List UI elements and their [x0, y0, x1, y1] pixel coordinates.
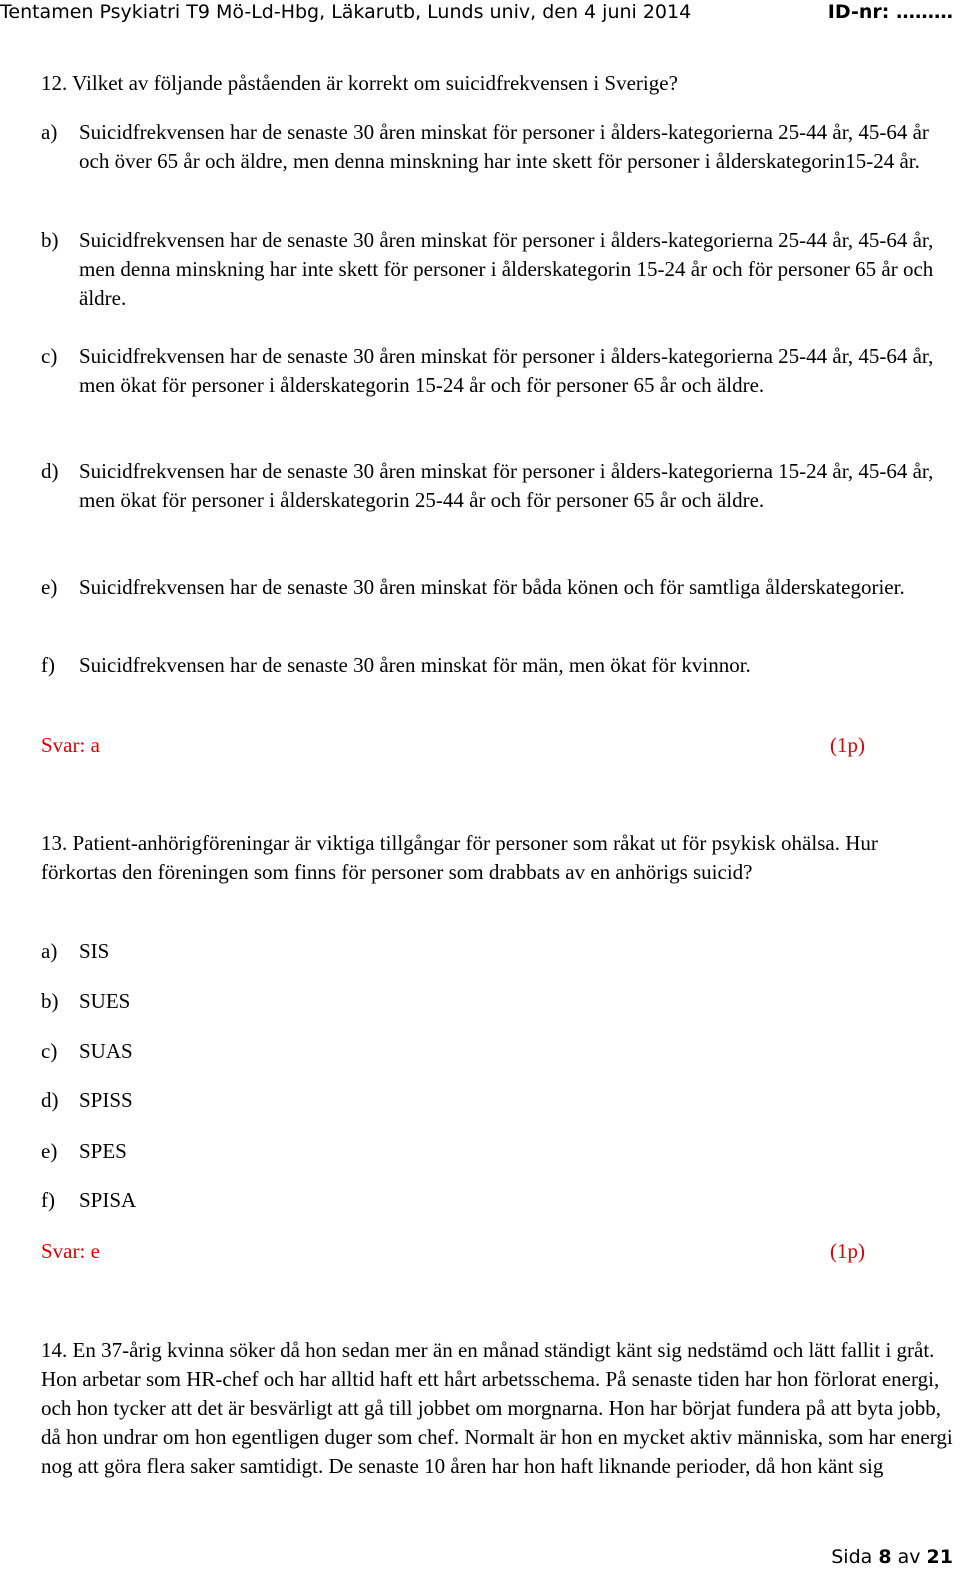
option-letter: a)	[41, 939, 58, 963]
option-letter: b)	[41, 989, 59, 1013]
page-mid: av	[891, 1546, 927, 1568]
q12-option-f	[41, 651, 956, 680]
page-prefix: Sida	[831, 1546, 879, 1568]
q13-option-e	[41, 1137, 956, 1166]
q12-option-b	[41, 226, 956, 313]
option-text: Suicidfrekvensen har de senaste 30 åren minskat för personer i ålders-kategorierna 25-44 år, 45-64 år och över 65 år och äldre, men denna minskning har inte skett för personer i ålderskategorin15-24 år.	[79, 120, 929, 173]
question-12: 12. Vilket av följande påståenden är korrekt om suicidfrekvensen i Sverige?	[41, 71, 678, 95]
option-letter: c)	[41, 1039, 58, 1063]
option-text: Suicidfrekvensen har de senaste 30 åren minskat för män, men ökat för kvinnor.	[79, 653, 751, 677]
id-dots: ………	[896, 1, 953, 23]
exam-title: Tentamen Psykiatri T9 Mö-Ld-Hbg, Läkarutb, Lunds univ, den 4 juni 2014	[0, 1, 692, 23]
option-letter: d)	[41, 1088, 59, 1112]
q12-option-a	[41, 118, 956, 176]
option-letter: f)	[41, 653, 55, 677]
q13-option-c	[41, 1037, 956, 1066]
option-text: SUAS	[79, 1039, 133, 1063]
option-text: SPISA	[79, 1188, 137, 1212]
id-label: ID-nr:	[827, 1, 896, 23]
points-label: (1p)	[830, 733, 865, 757]
option-letter: b)	[41, 228, 59, 252]
q12-option-d	[41, 457, 956, 515]
option-letter: e)	[41, 575, 58, 599]
option-text: SIS	[79, 939, 110, 963]
points-label: (1p)	[830, 1239, 865, 1263]
answer-text: Svar: a	[41, 733, 100, 757]
q12-option-e	[41, 573, 956, 602]
option-letter: d)	[41, 459, 59, 483]
option-text: SPISS	[79, 1088, 133, 1112]
option-text: Suicidfrekvensen har de senaste 30 åren minskat för personer i ålders-kategorierna 15-24 år, 45-64 år, men ökat för personer i ålderskategorin 25-44 år och för personer 65 år och äldre.	[79, 459, 934, 512]
q13-option-a	[41, 937, 956, 966]
question-13: 13. Patient-anhörigföreningar är viktiga tillgångar för personer som råkat ut för psykisk ohälsa. Hur förkortas den föreningen som finns för personer som drabbats av en anhörigs suicid?	[41, 831, 878, 884]
q12-option-c	[41, 342, 956, 400]
q12-answer	[41, 731, 865, 760]
q13-option-b	[41, 987, 956, 1016]
q13-answer	[41, 1237, 865, 1266]
option-text: Suicidfrekvensen har de senaste 30 åren minskat för personer i ålders-kategorierna 25-44 år, 45-64 år, men ökat för personer i ålderskategorin 15-24 år och för personer 65 år och äldre.	[79, 344, 934, 397]
option-letter: c)	[41, 344, 58, 368]
page-header	[0, 0, 960, 24]
q13-option-f	[41, 1186, 956, 1215]
question-14: 14. En 37-årig kvinna söker då hon sedan mer än en månad ständigt känt sig nedstämd och lätt fallit i gråt. Hon arbetar som HR-chef och har alltid haft ett hårt arbetsschema. På senaste tiden har hon förlorat energi, och hon tycker att det är besvärligt att gå till jobbet om morgnarna. Hon har börjat fundera på att byta jobb, då hon undrar om hon egentligen duger som chef. Normalt är hon en mycket aktiv människa, som har energi nog att göra flera saker samtidigt. De senaste 10 åren har hon haft liknande perioder, då hon känt sig	[41, 1338, 953, 1478]
option-letter: a)	[41, 120, 58, 144]
id-number-field	[828, 0, 953, 24]
answer-text: Svar: e	[41, 1239, 100, 1263]
option-letter: e)	[41, 1139, 58, 1163]
option-letter: f)	[41, 1188, 55, 1212]
page-number	[831, 1545, 953, 1569]
option-text: Suicidfrekvensen har de senaste 30 åren minskat för personer i ålders-kategorierna 25-44 år, 45-64 år, men denna minskning har inte skett för personer i ålderskategorin 15-24 år och för personer 65 år och äldre.	[79, 228, 934, 310]
option-text: Suicidfrekvensen har de senaste 30 åren minskat för båda könen och för samtliga ålderskategorier.	[79, 575, 905, 599]
q13-option-d	[41, 1086, 956, 1115]
page-current: 8	[878, 1546, 892, 1568]
option-text: SUES	[79, 989, 131, 1013]
option-text: SPES	[79, 1139, 127, 1163]
page-total: 21	[926, 1546, 953, 1568]
